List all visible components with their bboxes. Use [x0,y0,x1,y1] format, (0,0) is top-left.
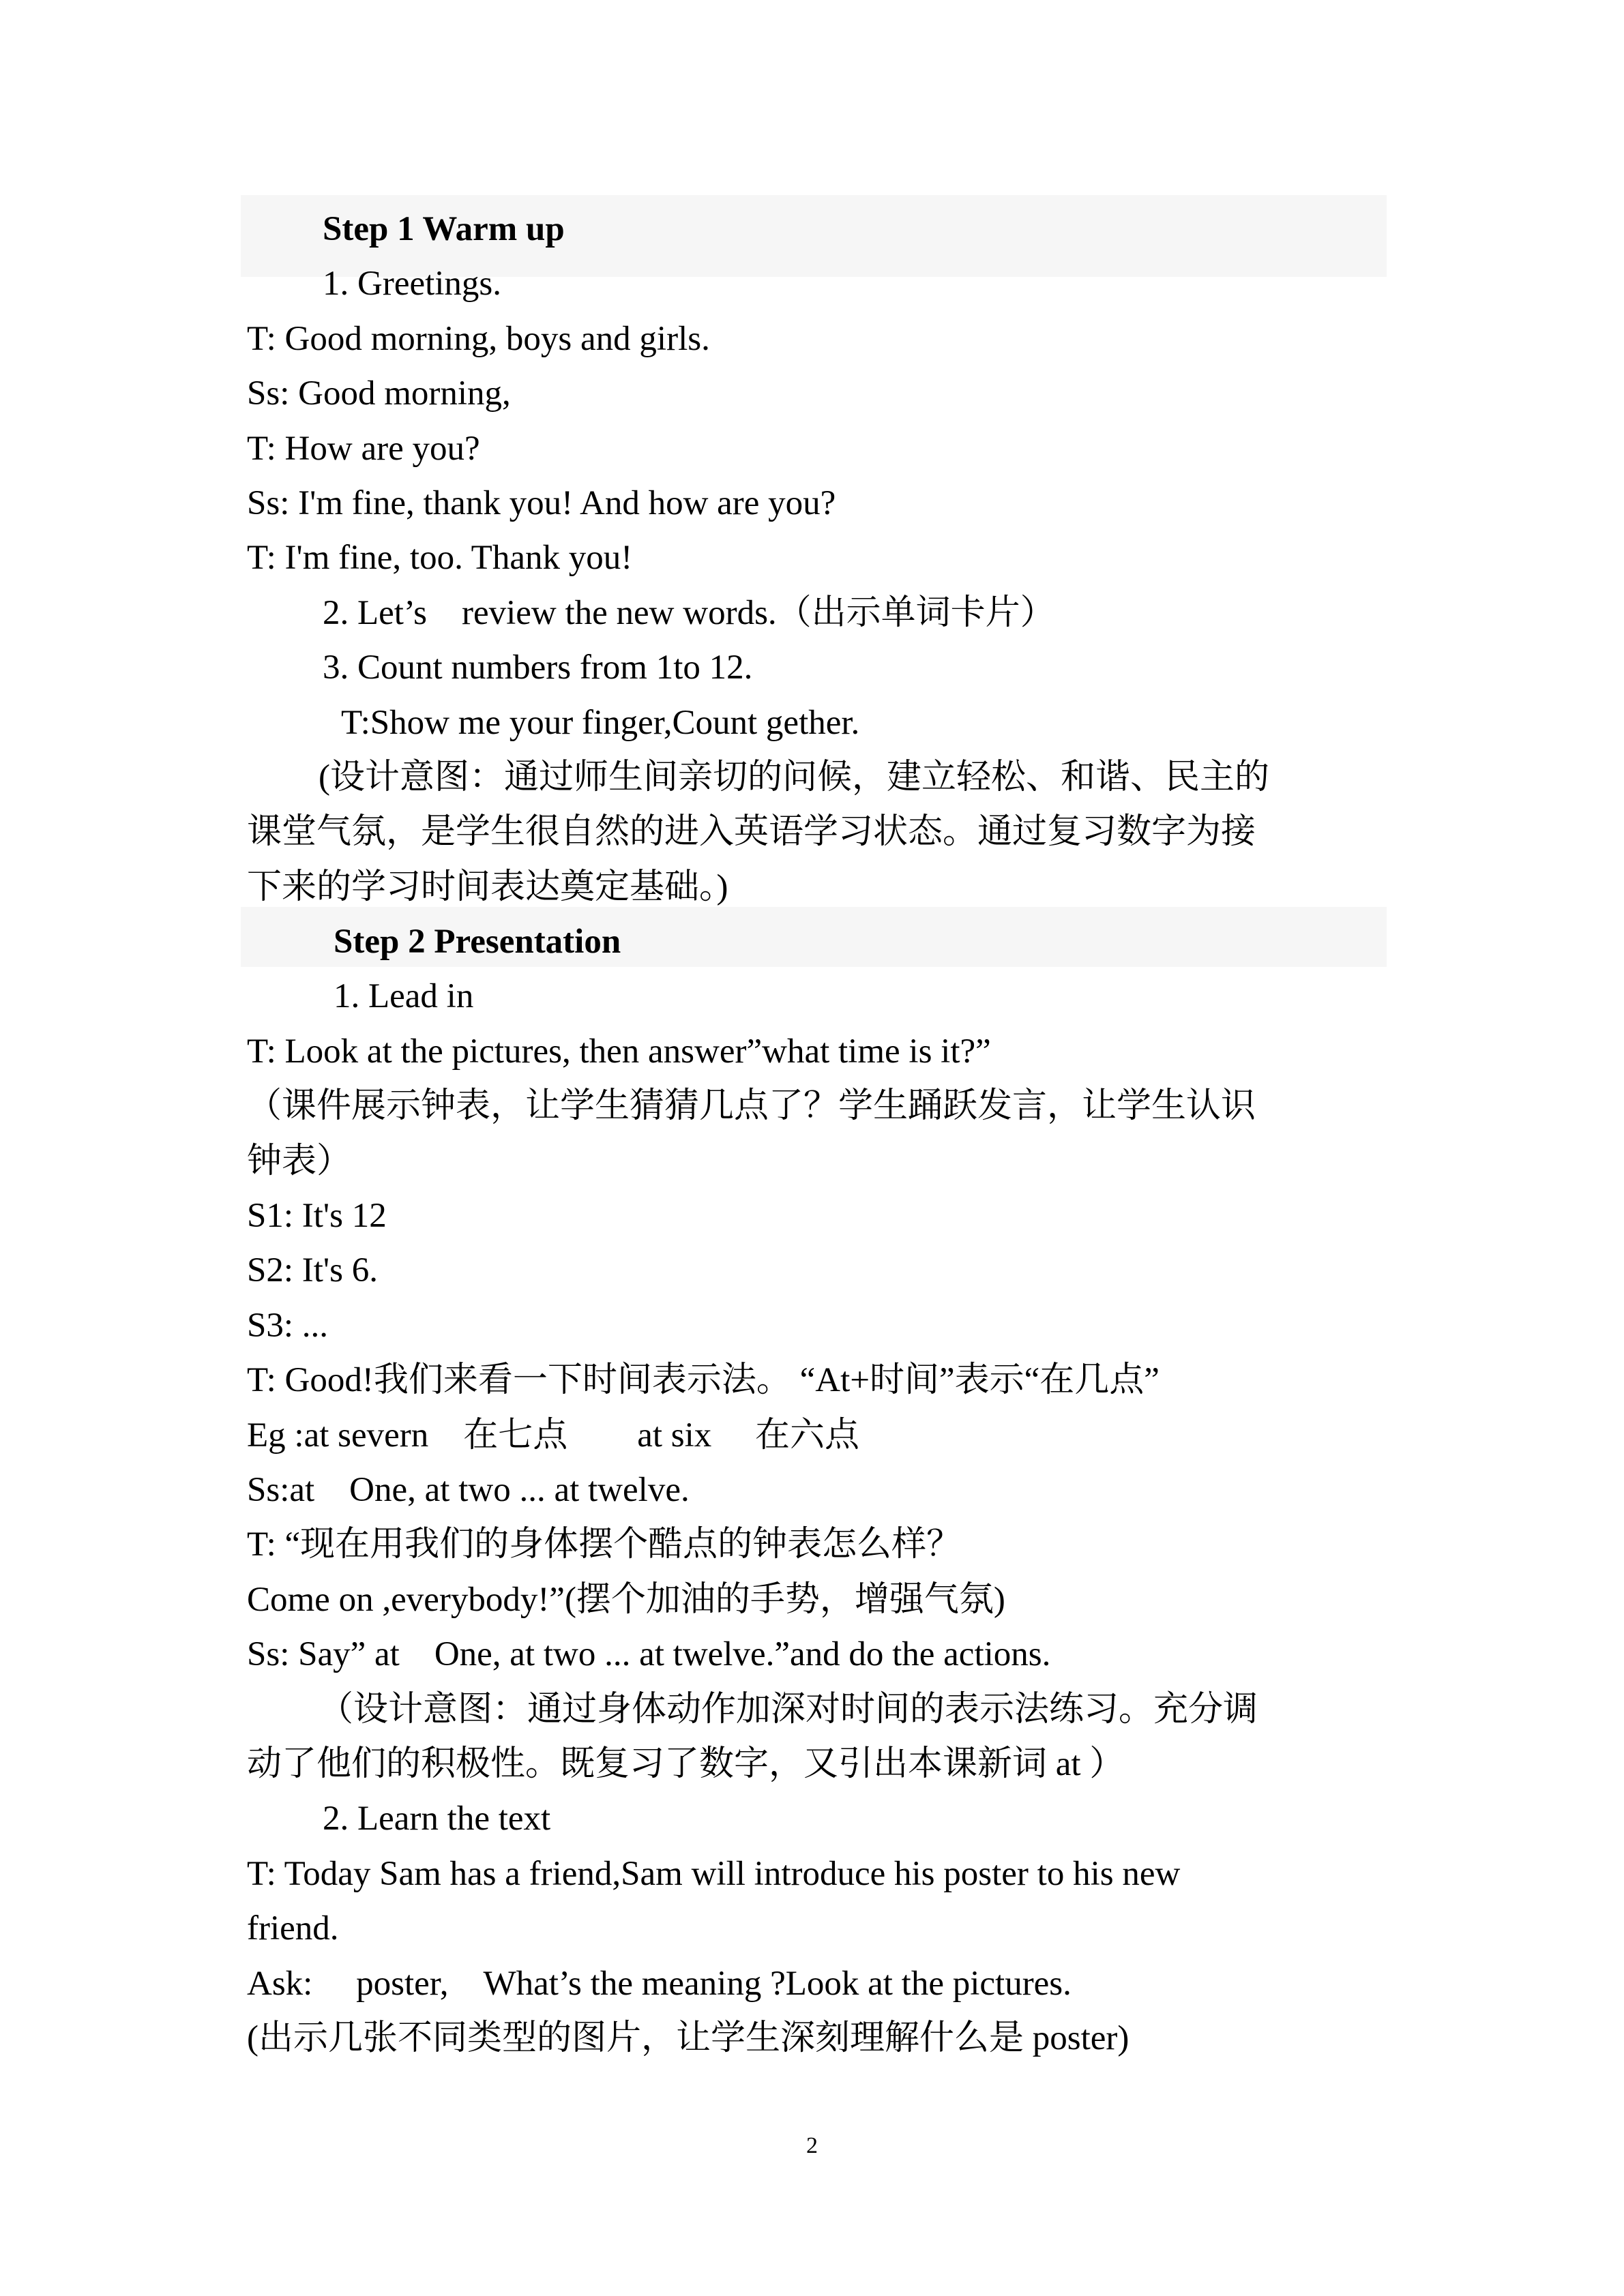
page-number: 2 [806,2133,818,2158]
text-line: Ss:at One, at two ... at twelve. [247,1470,690,1509]
text-line: 1. Greetings. [323,265,502,303]
text-line: S1: It's 12 [247,1197,387,1236]
text-line: T: “现在用我们的身体摆个酷点的钟表怎么样？ [247,1525,962,1564]
note-line: (出示几张不同类型的图片，让学生深刻理解什么是 poster) [247,2018,1130,2057]
text-line: T: I'm fine, too. Thank you! [247,539,633,578]
text-line: T: Look at the pictures, then answer”what time is it?” [247,1032,991,1071]
text-line: T: Good morning, boys and girls. [247,319,710,358]
design-intent-line: (设计意图：通过师生间亲切的问候，建立轻松、和谐、民主的 [319,758,1269,796]
step-1-heading: Step 1 Warm up [323,210,565,248]
text-line: T: Today Sam has a friend,Sam will introduce his poster to his new [247,1854,1181,1893]
text-line: 3. Count numbers from 1to 12. [323,648,753,687]
text-line: Ss: Good morning, [247,374,511,413]
design-intent-line: （设计意图：通过身体动作加深对时间的表示法练习。充分调 [319,1690,1258,1729]
text-line: Ask: poster, What’s the meaning ?Look at the pictures. [247,1964,1072,2003]
text-line: 2. Let’s review the new words.（出示单词卡片） [323,593,1055,632]
text-line: friend. [247,1909,339,1948]
note-line: （课件展示钟表，让学生猜猜几点了？学生踊跃发言，让学生认识 [247,1087,1256,1126]
text-line: Eg :at severn 在七点 at six 在六点 [247,1416,860,1455]
text-line: 1. Lead in [334,977,474,1016]
note-line: 钟表） [247,1142,352,1180]
design-intent-line: 动了他们的积极性。既复习了数字，又引出本课新词 at ） [247,1744,1125,1783]
text-line: S3: ... [247,1306,329,1345]
text-line: S2: It's 6. [247,1251,378,1290]
text-line: T: Good!我们来看一下时间表示法。 “At+时间”表示“在几点” [247,1361,1160,1400]
step-2-heading: Step 2 Presentation [334,923,621,961]
text-line: Ss: Say” at One, at two ... at twelve.”and do the actions. [247,1635,1051,1674]
text-line: T: How are you? [247,429,480,468]
design-intent-line: 下来的学习时间表达奠定基础。) [247,867,728,906]
text-line: Ss: I'm fine, thank you! And how are you? [247,483,836,522]
design-intent-line: 课堂气氛，是学生很自然的进入英语学习状态。通过复习数字为接 [247,813,1256,852]
text-line: 2. Learn the text [323,1800,551,1838]
text-line: Come on ,everybody!”(摆个加油的手势，增强气氛) [247,1580,1005,1619]
text-line: T:Show me your finger,Count gether. [341,703,860,742]
document-body [247,202,1379,2066]
